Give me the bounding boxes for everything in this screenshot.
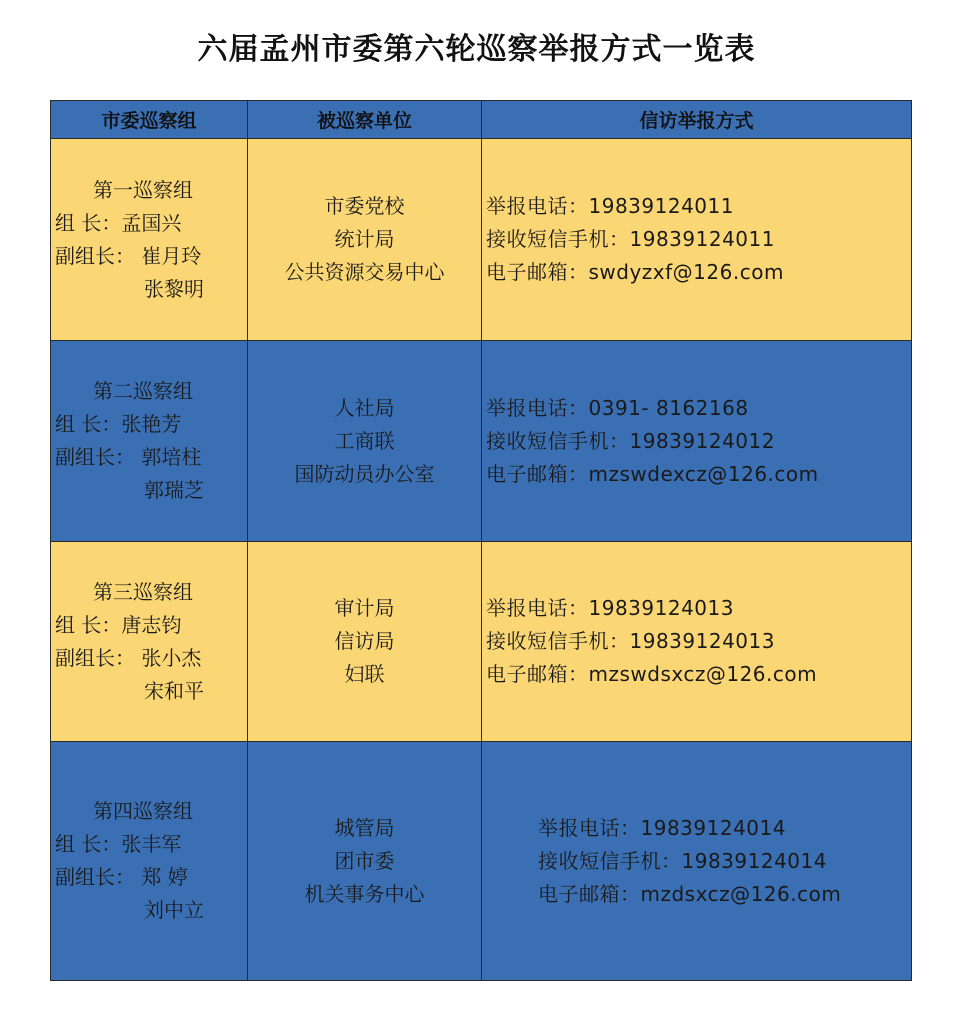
contact-cell	[482, 139, 912, 341]
report-email: 电子邮箱：mzdsxcz@126.com	[538, 881, 842, 906]
group-deputy-2: 郭瑞芝	[144, 478, 204, 502]
report-phone: 举报电话：0391- 8162168	[486, 395, 749, 420]
sms-phone: 接收短信手机：19839124012	[486, 428, 775, 453]
header-inspection-group: 市委巡察组	[51, 101, 248, 139]
table-header-row	[51, 101, 912, 139]
contact-cell	[482, 542, 912, 742]
contact-cell	[482, 341, 912, 542]
unit-name: 工商联	[334, 428, 395, 453]
group-deputy-2: 刘中立	[144, 898, 204, 922]
report-phone: 举报电话：19839124011	[486, 194, 734, 218]
table-row	[51, 542, 912, 742]
group-name: 第二巡察组	[93, 379, 193, 403]
group-cell	[51, 742, 248, 981]
header-inspected-units: 被巡察单位	[248, 101, 482, 139]
unit-name: 城管局	[334, 815, 395, 840]
report-phone: 举报电话：19839124014	[538, 815, 786, 840]
unit-name: 国防动员办公室	[294, 461, 435, 486]
table-row	[51, 139, 912, 341]
group-leader: 组 长：张丰军	[55, 832, 182, 856]
contact-cell	[482, 742, 912, 981]
group-name: 第三巡察组	[93, 579, 193, 604]
group-deputy: 副组长： 崔月玲	[55, 243, 202, 268]
group-leader: 组 长：孟国兴	[55, 210, 182, 235]
units-cell	[248, 542, 482, 742]
units-cell	[248, 139, 482, 341]
group-deputy: 副组长： 郭培柱	[55, 445, 202, 469]
group-leader: 组 长：唐志钧	[55, 612, 182, 637]
table-row	[51, 341, 912, 542]
unit-name: 人社局	[334, 395, 395, 420]
inspection-report-table	[50, 100, 912, 981]
units-cell	[248, 742, 482, 981]
group-deputy-2: 张黎明	[144, 276, 204, 301]
sms-phone: 接收短信手机：19839124011	[486, 227, 775, 251]
group-cell	[51, 542, 248, 742]
header-report-methods: 信访举报方式	[482, 101, 912, 139]
group-deputy-2: 宋和平	[144, 678, 204, 703]
unit-name: 统计局	[334, 227, 395, 251]
unit-name: 公共资源交易中心	[284, 260, 445, 284]
report-email: 电子邮箱：swdyzxf@126.com	[486, 260, 784, 284]
units-cell	[248, 341, 482, 542]
group-deputy: 副组长： 张小杰	[55, 645, 202, 670]
report-phone: 举报电话：19839124013	[486, 596, 734, 620]
group-name: 第一巡察组	[93, 177, 193, 202]
page-title: 六届孟州市委第六轮巡察举报方式一览表	[197, 32, 756, 67]
group-cell	[51, 341, 248, 542]
unit-name: 机关事务中心	[304, 881, 425, 906]
unit-name: 市委党校	[324, 194, 405, 218]
report-email: 电子邮箱：mzswdsxcz@126.com	[486, 662, 818, 686]
sms-phone: 接收短信手机：19839124013	[486, 629, 775, 653]
sms-phone: 接收短信手机：19839124014	[538, 848, 827, 873]
group-leader: 组 长：张艳芳	[55, 412, 182, 436]
report-email: 电子邮箱：mzswdexcz@126.com	[486, 461, 819, 486]
unit-name: 审计局	[334, 596, 395, 620]
table-row	[51, 742, 912, 981]
group-deputy: 副组长： 郑 婷	[55, 865, 188, 889]
group-name: 第四巡察组	[93, 799, 193, 823]
group-cell	[51, 139, 248, 341]
unit-name: 信访局	[334, 629, 395, 653]
unit-name: 团市委	[334, 848, 395, 873]
unit-name: 妇联	[344, 662, 385, 686]
